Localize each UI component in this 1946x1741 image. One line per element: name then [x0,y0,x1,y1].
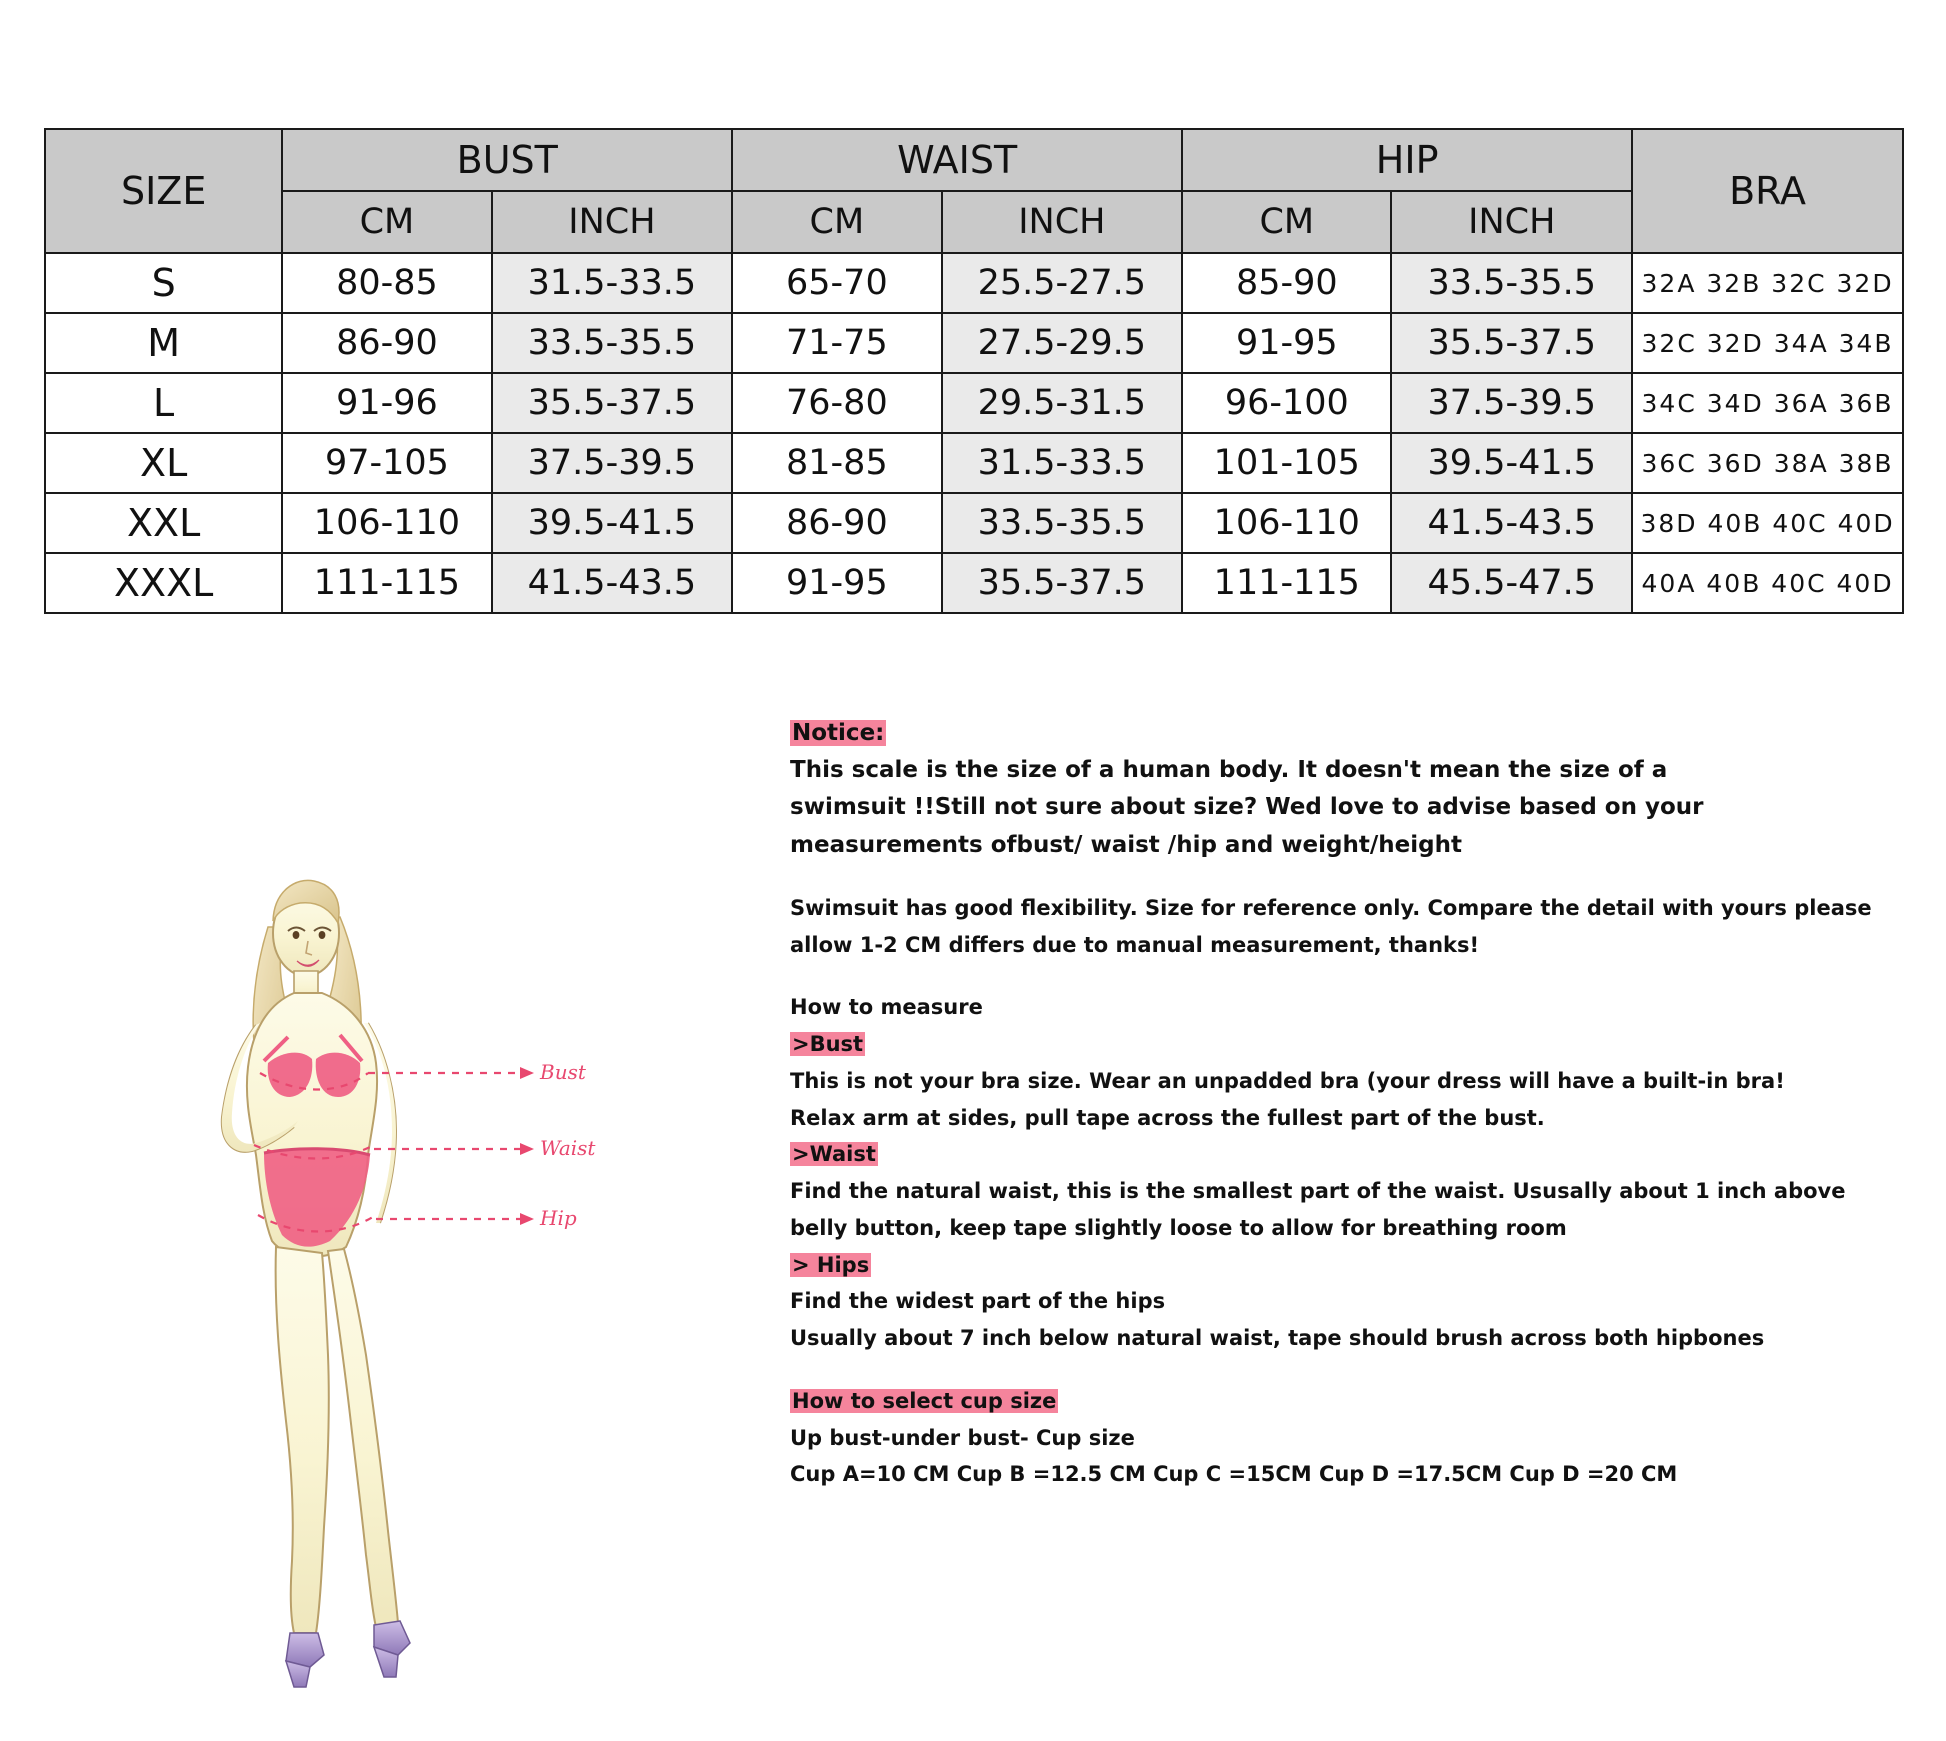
size-chart-table-container [44,128,1904,614]
cell-bust-cm: 86-90 [282,313,491,373]
notice-block [790,720,1880,864]
cell-size: L [45,373,282,433]
cup-heading-row [790,1383,1880,1420]
table-subheader-hip-cm: CM [1182,191,1391,253]
hips-heading-row [790,1247,1880,1284]
cell-bust-cm: 91-96 [282,373,491,433]
flexibility-line-1: Swimsuit has good flexibility. Size for reference only. Compare the detail with yours please [790,895,1872,920]
hips-instruction-2: Usually about 7 inch below natural waist, tape should brush across both hipbones [790,1326,1765,1350]
hip-label: Hip [540,1206,577,1230]
cell-bust-inch: 31.5-33.5 [492,253,733,313]
cup-size-line-1: Up bust-under bust- Cup size [790,1425,1135,1450]
female-body-illustration-svg [190,855,610,1695]
table-subheader-bust-inch: INCH [492,191,733,253]
table-row [45,253,1903,313]
cell-bust-inch: 35.5-37.5 [492,373,733,433]
cell-waist-cm: 76-80 [732,373,941,433]
table-header-bra: BRA [1632,129,1903,253]
table-row [45,493,1903,553]
measurement-figure [190,855,610,1695]
hip-arrow [520,1213,534,1225]
table-subheader-waist-inch: INCH [942,191,1183,253]
cell-waist-inch: 25.5-27.5 [942,253,1183,313]
bust-label: Bust [540,1060,586,1084]
cell-bra: 36C 36D 38A 38B [1632,433,1903,493]
cell-waist-inch: 27.5-29.5 [942,313,1183,373]
bust-heading-row [790,1026,1880,1063]
hips-instruction-1: Find the widest part of the hips [790,1289,1166,1314]
cup-size-block [790,1383,1880,1493]
cell-waist-cm: 86-90 [732,493,941,553]
table-row [45,433,1903,493]
table-header-size: SIZE [45,129,282,253]
notice-line-2: swimsuit !!Still not sure about size? Wed love to advise based on your [790,794,1704,821]
waist-instruction-1: Find the natural waist, this is the smallest part of the waist. Ususally about 1 inch above [790,1179,1846,1203]
cell-hip-inch: 45.5-47.5 [1391,553,1632,613]
notice-line-1: This scale is the size of a human body. It doesn't mean the size of a [790,757,1668,783]
cell-waist-inch: 35.5-37.5 [942,553,1183,613]
cell-bust-inch: 41.5-43.5 [492,553,733,613]
cell-waist-cm: 65-70 [732,253,941,313]
cell-hip-inch: 41.5-43.5 [1391,493,1632,553]
cell-bust-inch: 39.5-41.5 [492,493,733,553]
pupil-right [319,931,326,939]
cell-size: S [45,253,282,313]
waist-label: Waist [540,1136,596,1160]
pupil-left [293,931,300,939]
cell-bust-inch: 33.5-35.5 [492,313,733,373]
cell-bra: 34C 34D 36A 36B [1632,373,1903,433]
bust-instruction-1: This is not your bra size. Wear an unpadded bra (your dress will have a built-in bra! [790,1068,1785,1093]
cell-waist-cm: 91-95 [732,553,941,613]
hips-heading: > Hips [792,1252,870,1277]
notice-title-row [790,720,1880,746]
table-row [45,553,1903,613]
cell-bra: 40A 40B 40C 40D [1632,553,1903,613]
cell-bra: 32A 32B 32C 32D [1632,253,1903,313]
cell-size: XL [45,433,282,493]
cell-hip-cm: 101-105 [1182,433,1391,493]
cell-bust-cm: 111-115 [282,553,491,613]
cell-size: M [45,313,282,373]
cell-hip-cm: 106-110 [1182,493,1391,553]
cell-waist-inch: 29.5-31.5 [942,373,1183,433]
bust-arrow [520,1067,534,1079]
cell-waist-cm: 71-75 [732,313,941,373]
how-to-measure-heading: How to measure [790,995,983,1020]
cell-hip-cm: 91-95 [1182,313,1391,373]
cell-size: XXL [45,493,282,553]
table-header-bust: BUST [282,129,732,191]
table-subheader-bust-cm: CM [282,191,491,253]
cell-waist-cm: 81-85 [732,433,941,493]
size-chart-table [44,128,1904,614]
cell-hip-inch: 33.5-35.5 [1391,253,1632,313]
leg-right [328,1249,398,1627]
cell-bust-inch: 37.5-39.5 [492,433,733,493]
table-header-hip: HIP [1182,129,1632,191]
notice-title: Notice: [792,720,885,746]
lower-section [0,720,1946,1720]
cell-bust-cm: 97-105 [282,433,491,493]
notice-line-3: measurements ofbust/ waist /hip and weight/height [790,831,1462,858]
notice-text-column [790,720,1880,1493]
cell-hip-inch: 35.5-37.5 [1391,313,1632,373]
cup-size-heading: How to select cup size [792,1388,1057,1413]
cell-bra: 32C 32D 34A 34B [1632,313,1903,373]
cell-hip-cm: 96-100 [1182,373,1391,433]
bust-heading: >Bust [792,1032,864,1056]
table-subheader-hip-inch: INCH [1391,191,1632,253]
cell-bra: 38D 40B 40C 40D [1632,493,1903,553]
waist-heading: >Waist [792,1142,876,1167]
bust-instruction-2: Relax arm at sides, pull tape across the fullest part of the bust. [790,1105,1545,1130]
waist-arrow [520,1143,534,1155]
flexibility-block [790,890,1880,964]
cell-bust-cm: 80-85 [282,253,491,313]
leg-left [276,1247,329,1633]
waist-instruction-2: belly button, keep tape slightly loose to allow for breathing room [790,1215,1567,1240]
table-row [45,373,1903,433]
cell-hip-inch: 39.5-41.5 [1391,433,1632,493]
cell-hip-cm: 111-115 [1182,553,1391,613]
table-header-waist: WAIST [732,129,1182,191]
cell-size: XXXL [45,553,282,613]
table-subheader-waist-cm: CM [732,191,941,253]
cell-bust-cm: 106-110 [282,493,491,553]
cup-size-line-2: Cup A=10 CM Cup B =12.5 CM Cup C =15CM Cup D =17.5CM Cup D =20 CM [790,1462,1678,1487]
how-to-measure-block [790,989,1880,1357]
measure-arrowheads [520,1067,534,1225]
flexibility-line-2: allow 1-2 CM differs due to manual measurement, thanks! [790,932,1480,957]
waist-heading-row [790,1136,1880,1173]
cell-hip-inch: 37.5-39.5 [1391,373,1632,433]
cell-waist-inch: 33.5-35.5 [942,493,1183,553]
table-row [45,313,1903,373]
cell-waist-inch: 31.5-33.5 [942,433,1183,493]
cell-hip-cm: 85-90 [1182,253,1391,313]
